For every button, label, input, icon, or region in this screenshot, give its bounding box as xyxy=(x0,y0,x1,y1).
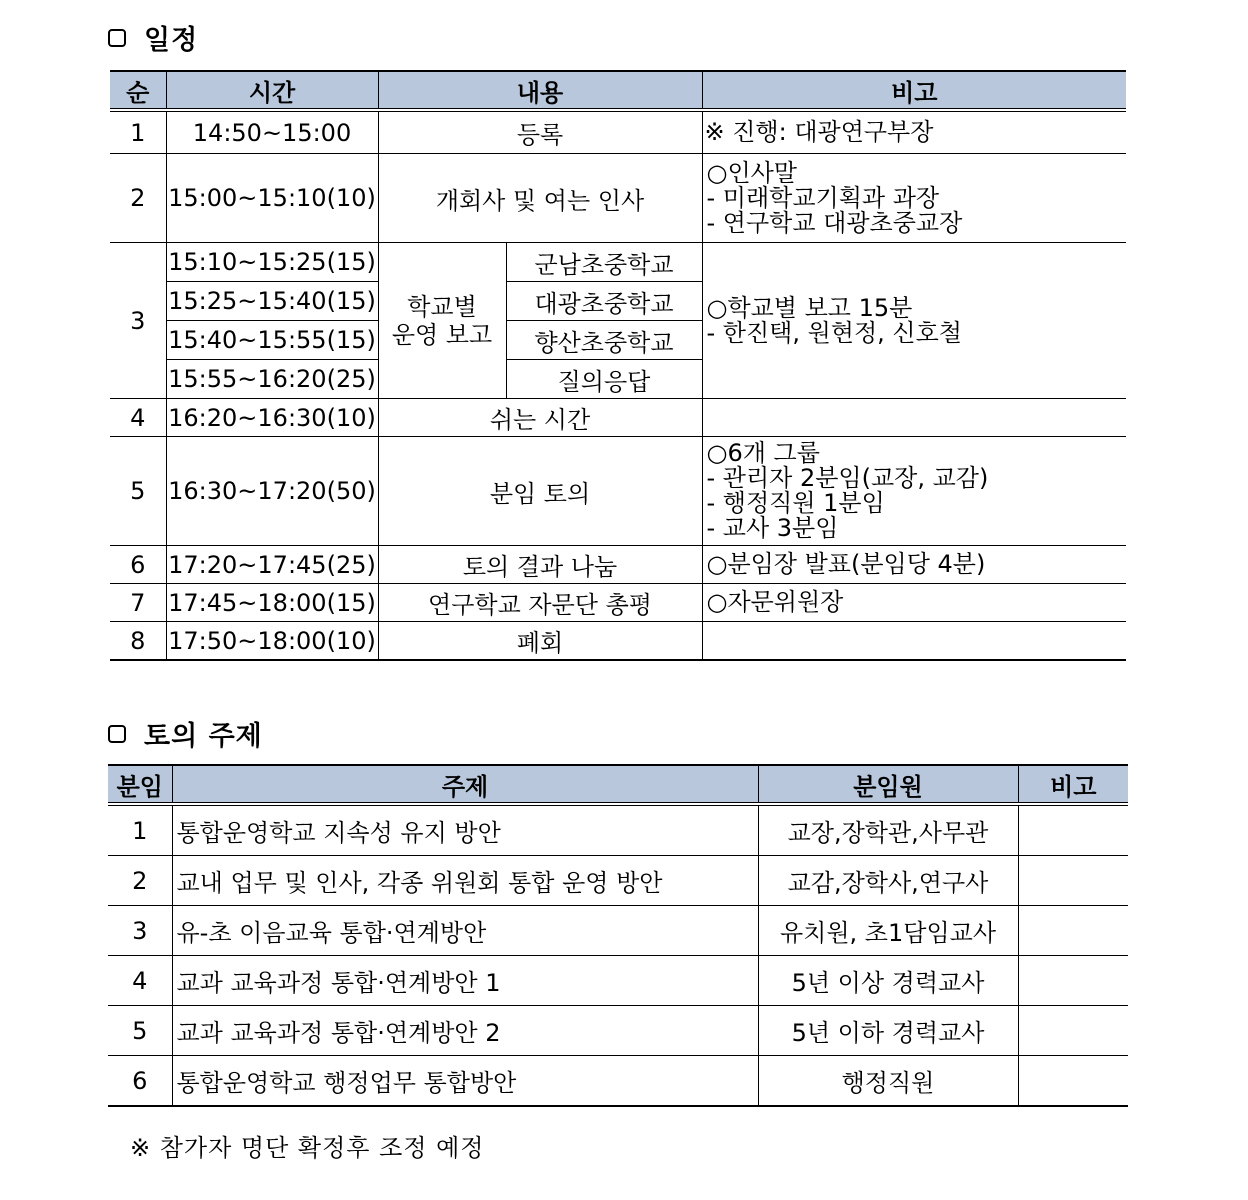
topics-heading xyxy=(108,714,263,753)
topic-no: 5 xyxy=(108,1006,172,1056)
note-line: ○인사말 xyxy=(706,158,797,187)
content-line: 학교별 xyxy=(407,292,477,321)
topic-members: 행정직원 xyxy=(758,1056,1018,1107)
row-no: 1 xyxy=(110,110,166,154)
schedule-row xyxy=(110,110,1126,154)
topic-text: 통합운영학교 지속성 유지 방안 xyxy=(172,804,758,856)
row-content xyxy=(378,243,506,399)
schedule-title: 일정 xyxy=(144,25,199,56)
header-note: 비고 xyxy=(702,71,1126,110)
topic-no: 3 xyxy=(108,906,172,956)
topic-remark xyxy=(1018,856,1128,906)
row-time: 14:50~15:00 xyxy=(166,110,378,154)
header-remark: 비고 xyxy=(1018,765,1128,804)
schedule-row xyxy=(110,622,1126,661)
topic-text: 유-초 이음교육 통합·연계방안 xyxy=(172,906,758,956)
topic-text: 통합운영학교 행정업무 통합방안 xyxy=(172,1056,758,1107)
note-line: - 관리자 2분임(교장, 교감) xyxy=(706,464,989,492)
topic-row xyxy=(108,804,1128,856)
topic-members: 5년 이상 경력교사 xyxy=(758,956,1018,1006)
topic-remark xyxy=(1018,906,1128,956)
row-time: 16:30~17:20(50) xyxy=(166,437,378,546)
header-no: 순 xyxy=(110,71,166,110)
topic-remark xyxy=(1018,1006,1128,1056)
note-line: - 연구학교 대광초중교장 xyxy=(706,208,963,237)
note-line: - 교사 3분임 xyxy=(706,514,839,542)
row-time: 15:40~15:55(15) xyxy=(166,321,378,360)
schedule-row xyxy=(110,546,1126,584)
schedule-table xyxy=(110,70,1126,661)
note-line: ○6개 그룹 xyxy=(706,439,820,467)
note-cell xyxy=(702,437,1126,546)
row-no: 6 xyxy=(110,546,166,584)
topic-row xyxy=(108,906,1128,956)
header-group: 분임 xyxy=(108,765,172,804)
checkbox-square-icon xyxy=(108,725,126,743)
note-line: ○학교별 보고 15분 xyxy=(706,293,913,322)
note-cell xyxy=(702,546,1126,584)
schedule-row xyxy=(110,154,1126,243)
note-cell xyxy=(702,584,1126,622)
schedule-heading xyxy=(108,18,198,57)
topics-header-row xyxy=(108,765,1128,804)
row-subitem: 향산초중학교 xyxy=(506,321,702,360)
row-content: 분임 토의 xyxy=(378,437,702,546)
topic-row xyxy=(108,1056,1128,1107)
row-no: 8 xyxy=(110,622,166,661)
content-line: 운영 보고 xyxy=(391,320,493,349)
row-content: 등록 xyxy=(378,110,702,154)
row-content: 쉬는 시간 xyxy=(378,399,702,437)
row-subitem: 질의응답 xyxy=(506,360,702,399)
row-time: 17:20~17:45(25) xyxy=(166,546,378,584)
topic-no: 2 xyxy=(108,856,172,906)
topic-row xyxy=(108,856,1128,906)
row-time: 15:10~15:25(15) xyxy=(166,243,378,282)
topic-no: 1 xyxy=(108,804,172,856)
topic-members: 5년 이하 경력교사 xyxy=(758,1006,1018,1056)
topic-text: 교과 교육과정 통합·연계방안 2 xyxy=(172,1006,758,1056)
note-line: ※ 진행: 대광연구부장 xyxy=(704,118,934,146)
topic-no: 6 xyxy=(108,1056,172,1107)
topic-text: 교내 업무 및 인사, 각종 위원회 통합 운영 방안 xyxy=(172,856,758,906)
topics-title: 토의 주제 xyxy=(144,721,263,752)
note-line: - 행정직원 1분임 xyxy=(706,489,885,517)
row-no: 2 xyxy=(110,154,166,243)
schedule-row xyxy=(110,437,1126,546)
note-line: ○자문위원장 xyxy=(706,588,844,616)
schedule-header-row xyxy=(110,71,1126,110)
header-topic: 주제 xyxy=(172,765,758,804)
schedule-row xyxy=(110,399,1126,437)
row-subitem: 대광초중학교 xyxy=(506,282,702,321)
schedule-row xyxy=(110,243,1126,282)
topics-table xyxy=(108,764,1128,1107)
note-cell xyxy=(702,622,1126,661)
header-members: 분임원 xyxy=(758,765,1018,804)
topic-members: 교장,장학관,사무관 xyxy=(758,804,1018,856)
row-time: 15:55~16:20(25) xyxy=(166,360,378,399)
row-time: 17:50~18:00(10) xyxy=(166,622,378,661)
topic-remark xyxy=(1018,804,1128,856)
row-no: 7 xyxy=(110,584,166,622)
checkbox-square-icon xyxy=(108,29,126,47)
note-line: ○분임장 발표(분임당 4분) xyxy=(706,550,986,578)
row-content: 개회사 및 여는 인사 xyxy=(378,154,702,243)
note-cell xyxy=(702,399,1126,437)
row-content: 폐회 xyxy=(378,622,702,661)
footnote: ※ 참가자 명단 확정후 조정 예정 xyxy=(130,1134,485,1162)
note-line: - 한진택, 원현정, 신호철 xyxy=(706,318,962,347)
topic-row xyxy=(108,956,1128,1006)
topic-remark xyxy=(1018,1056,1128,1107)
header-content: 내용 xyxy=(378,71,702,110)
row-no: 3 xyxy=(110,243,166,399)
row-no: 5 xyxy=(110,437,166,546)
topic-text: 교과 교육과정 통합·연계방안 1 xyxy=(172,956,758,1006)
topic-members: 유치원, 초1담임교사 xyxy=(758,906,1018,956)
row-no: 4 xyxy=(110,399,166,437)
note-cell xyxy=(702,243,1126,399)
row-content: 연구학교 자문단 총평 xyxy=(378,584,702,622)
row-time: 17:45~18:00(15) xyxy=(166,584,378,622)
row-time: 15:25~15:40(15) xyxy=(166,282,378,321)
row-content: 토의 결과 나눔 xyxy=(378,546,702,584)
row-time: 15:00~15:10(10) xyxy=(166,154,378,243)
topic-remark xyxy=(1018,956,1128,1006)
note-line: - 미래학교기획과 과장 xyxy=(706,183,940,212)
topic-no: 4 xyxy=(108,956,172,1006)
row-time: 16:20~16:30(10) xyxy=(166,399,378,437)
schedule-row xyxy=(110,584,1126,622)
note-cell xyxy=(702,110,1126,154)
header-time: 시간 xyxy=(166,71,378,110)
topic-members: 교감,장학사,연구사 xyxy=(758,856,1018,906)
row-subitem: 군남초중학교 xyxy=(506,243,702,282)
topic-row xyxy=(108,1006,1128,1056)
note-cell xyxy=(702,154,1126,243)
